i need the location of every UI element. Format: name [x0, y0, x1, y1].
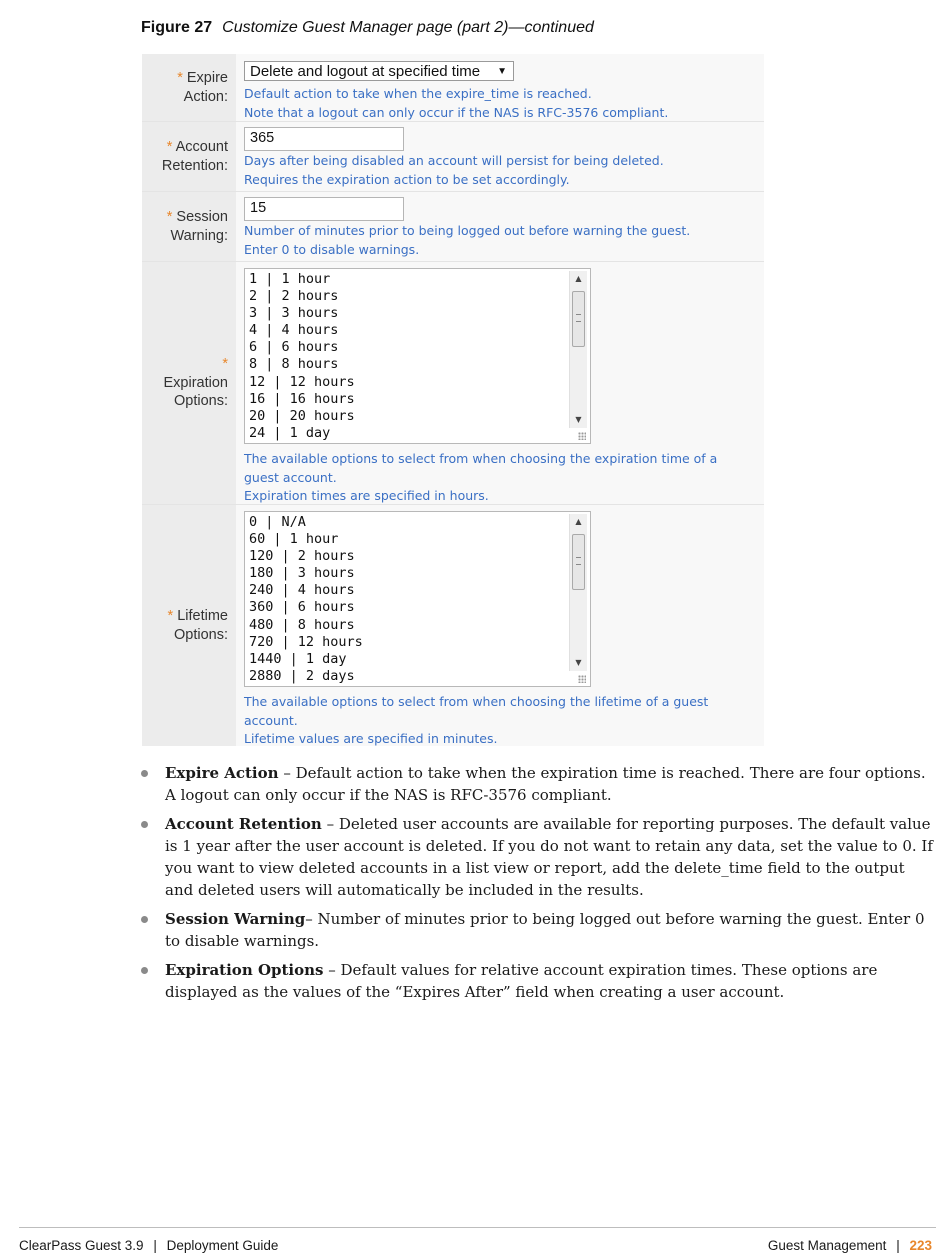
vertical-scrollbar[interactable]: [569, 514, 587, 671]
figure-title: Customize Guest Manager page (part 2)—continued: [222, 19, 594, 36]
account-retention-input[interactable]: 365: [244, 127, 404, 151]
footer-separator: |: [896, 1238, 900, 1253]
bullet-term: Expiration Options: [165, 961, 324, 979]
guest-manager-form: [142, 54, 764, 746]
field-help: Number of minutes prior to being logged out before warning the guest. Enter 0 to disable warnings.: [244, 223, 691, 257]
chevron-down-icon[interactable]: ▼: [497, 65, 507, 77]
bullet-icon: [140, 959, 165, 1003]
field-label: * Expiration Options:: [142, 262, 236, 504]
expire-action-value: Delete and logout at specified time: [250, 62, 481, 80]
bullet-text: – Deleted user accounts are available for reporting purposes. The default value is 1 year after the user account is deleted. If you do not want to retain any data, set the value to 0. If you want to view deleted accounts in a list view or report, add the delete_time field to the output and deleted users will automatically be included in the results.: [165, 815, 933, 899]
vertical-scrollbar[interactable]: [569, 271, 587, 428]
expiration-options-textarea[interactable]: [244, 268, 591, 444]
doc-title: ClearPass Guest 3.9: [19, 1238, 144, 1253]
lifetime-options-textarea[interactable]: [244, 511, 591, 687]
page-number: 223: [909, 1238, 932, 1253]
field-label: * Lifetime Options:: [142, 505, 236, 746]
required-marker: *: [166, 139, 173, 155]
options-list: 0 | N/A 60 | 1 hour 120 | 2 hours 180 | 3 hours 240 | 4 hours 360 | 6 hours 480 | 8 hours 720 | 12 hours 1440 | 1 day 2880 | 2 days: [249, 514, 363, 684]
bullet-icon: [140, 813, 165, 901]
field-label: * Expire Action:: [142, 54, 236, 121]
form-row-account-retention: [142, 122, 764, 192]
scroll-up-icon[interactable]: ▲: [575, 274, 582, 283]
bullet-icon: [140, 908, 165, 952]
bullet-text: – Default values for relative account expiration times. These options are displayed as the values of the “Expires After” field when creating a user account.: [165, 961, 878, 1001]
form-row-session-warning: [142, 192, 764, 262]
footer-divider: [19, 1227, 936, 1228]
form-row-expiration-options: [142, 262, 764, 505]
required-marker: *: [177, 70, 183, 86]
form-row-expire-action: [142, 54, 764, 122]
list-item: [140, 908, 936, 952]
expire-action-select[interactable]: [244, 61, 514, 81]
required-marker: *: [222, 356, 228, 373]
scroll-down-icon[interactable]: ▼: [575, 415, 582, 424]
scroll-up-icon[interactable]: ▲: [575, 517, 582, 526]
footer-page-info: [768, 1238, 932, 1253]
bullet-term: Session Warning: [165, 910, 306, 928]
resize-grip-icon[interactable]: [578, 675, 586, 683]
session-warning-input[interactable]: 15: [244, 197, 404, 221]
description-list: [140, 762, 936, 1010]
field-help: Days after being disabled an account will persist for being deleted. Requires the expiration action to be set accordingly.: [244, 153, 664, 187]
field-label: * Account Retention:: [142, 122, 236, 191]
field-label: * Session Warning:: [142, 192, 236, 261]
field-help: Default action to take when the expire_time is reached. Note that a logout can only occur if the NAS is RFC-3576 compliant.: [244, 86, 669, 120]
footer-separator: |: [153, 1238, 157, 1253]
list-item: [140, 959, 936, 1003]
list-item: [140, 813, 936, 901]
required-marker: *: [167, 608, 174, 624]
bullet-term: Account Retention: [165, 815, 322, 833]
scrollbar-thumb[interactable]: [572, 534, 585, 590]
field-help: The available options to select from when choosing the expiration time of a guest account. Expiration times are specified in hours.: [244, 451, 718, 503]
figure-label: Figure 27: [141, 19, 213, 36]
bullet-text: – Number of minutes prior to being logged out before warning the guest. Enter 0 to disable warnings.: [165, 910, 925, 950]
footer-doc-info: [19, 1238, 278, 1253]
figure-caption: [141, 19, 594, 37]
scrollbar-thumb[interactable]: [572, 291, 585, 347]
doc-type: Deployment Guide: [166, 1238, 279, 1253]
resize-grip-icon[interactable]: [578, 432, 586, 440]
form-row-lifetime-options: [142, 505, 764, 746]
bullet-term: Expire Action: [165, 764, 279, 782]
section-title: Guest Management: [767, 1238, 887, 1253]
required-marker: *: [166, 209, 173, 225]
scroll-down-icon[interactable]: ▼: [575, 658, 582, 667]
bullet-text: – Default action to take when the expiration time is reached. There are four options. A logout can only occur if the NAS is RFC-3576 compliant.: [165, 764, 926, 804]
field-help: The available options to select from when choosing the lifetime of a guest account. Lifetime values are specified in minutes.: [244, 694, 709, 746]
bullet-icon: [140, 762, 165, 806]
options-list: 1 | 1 hour 2 | 2 hours 3 | 3 hours 4 | 4 hours 6 | 6 hours 8 | 8 hours 12 | 12 hours 16 | 16 hours 20 | 20 hours 24 | 1 day: [249, 271, 355, 441]
list-item: [140, 762, 936, 806]
